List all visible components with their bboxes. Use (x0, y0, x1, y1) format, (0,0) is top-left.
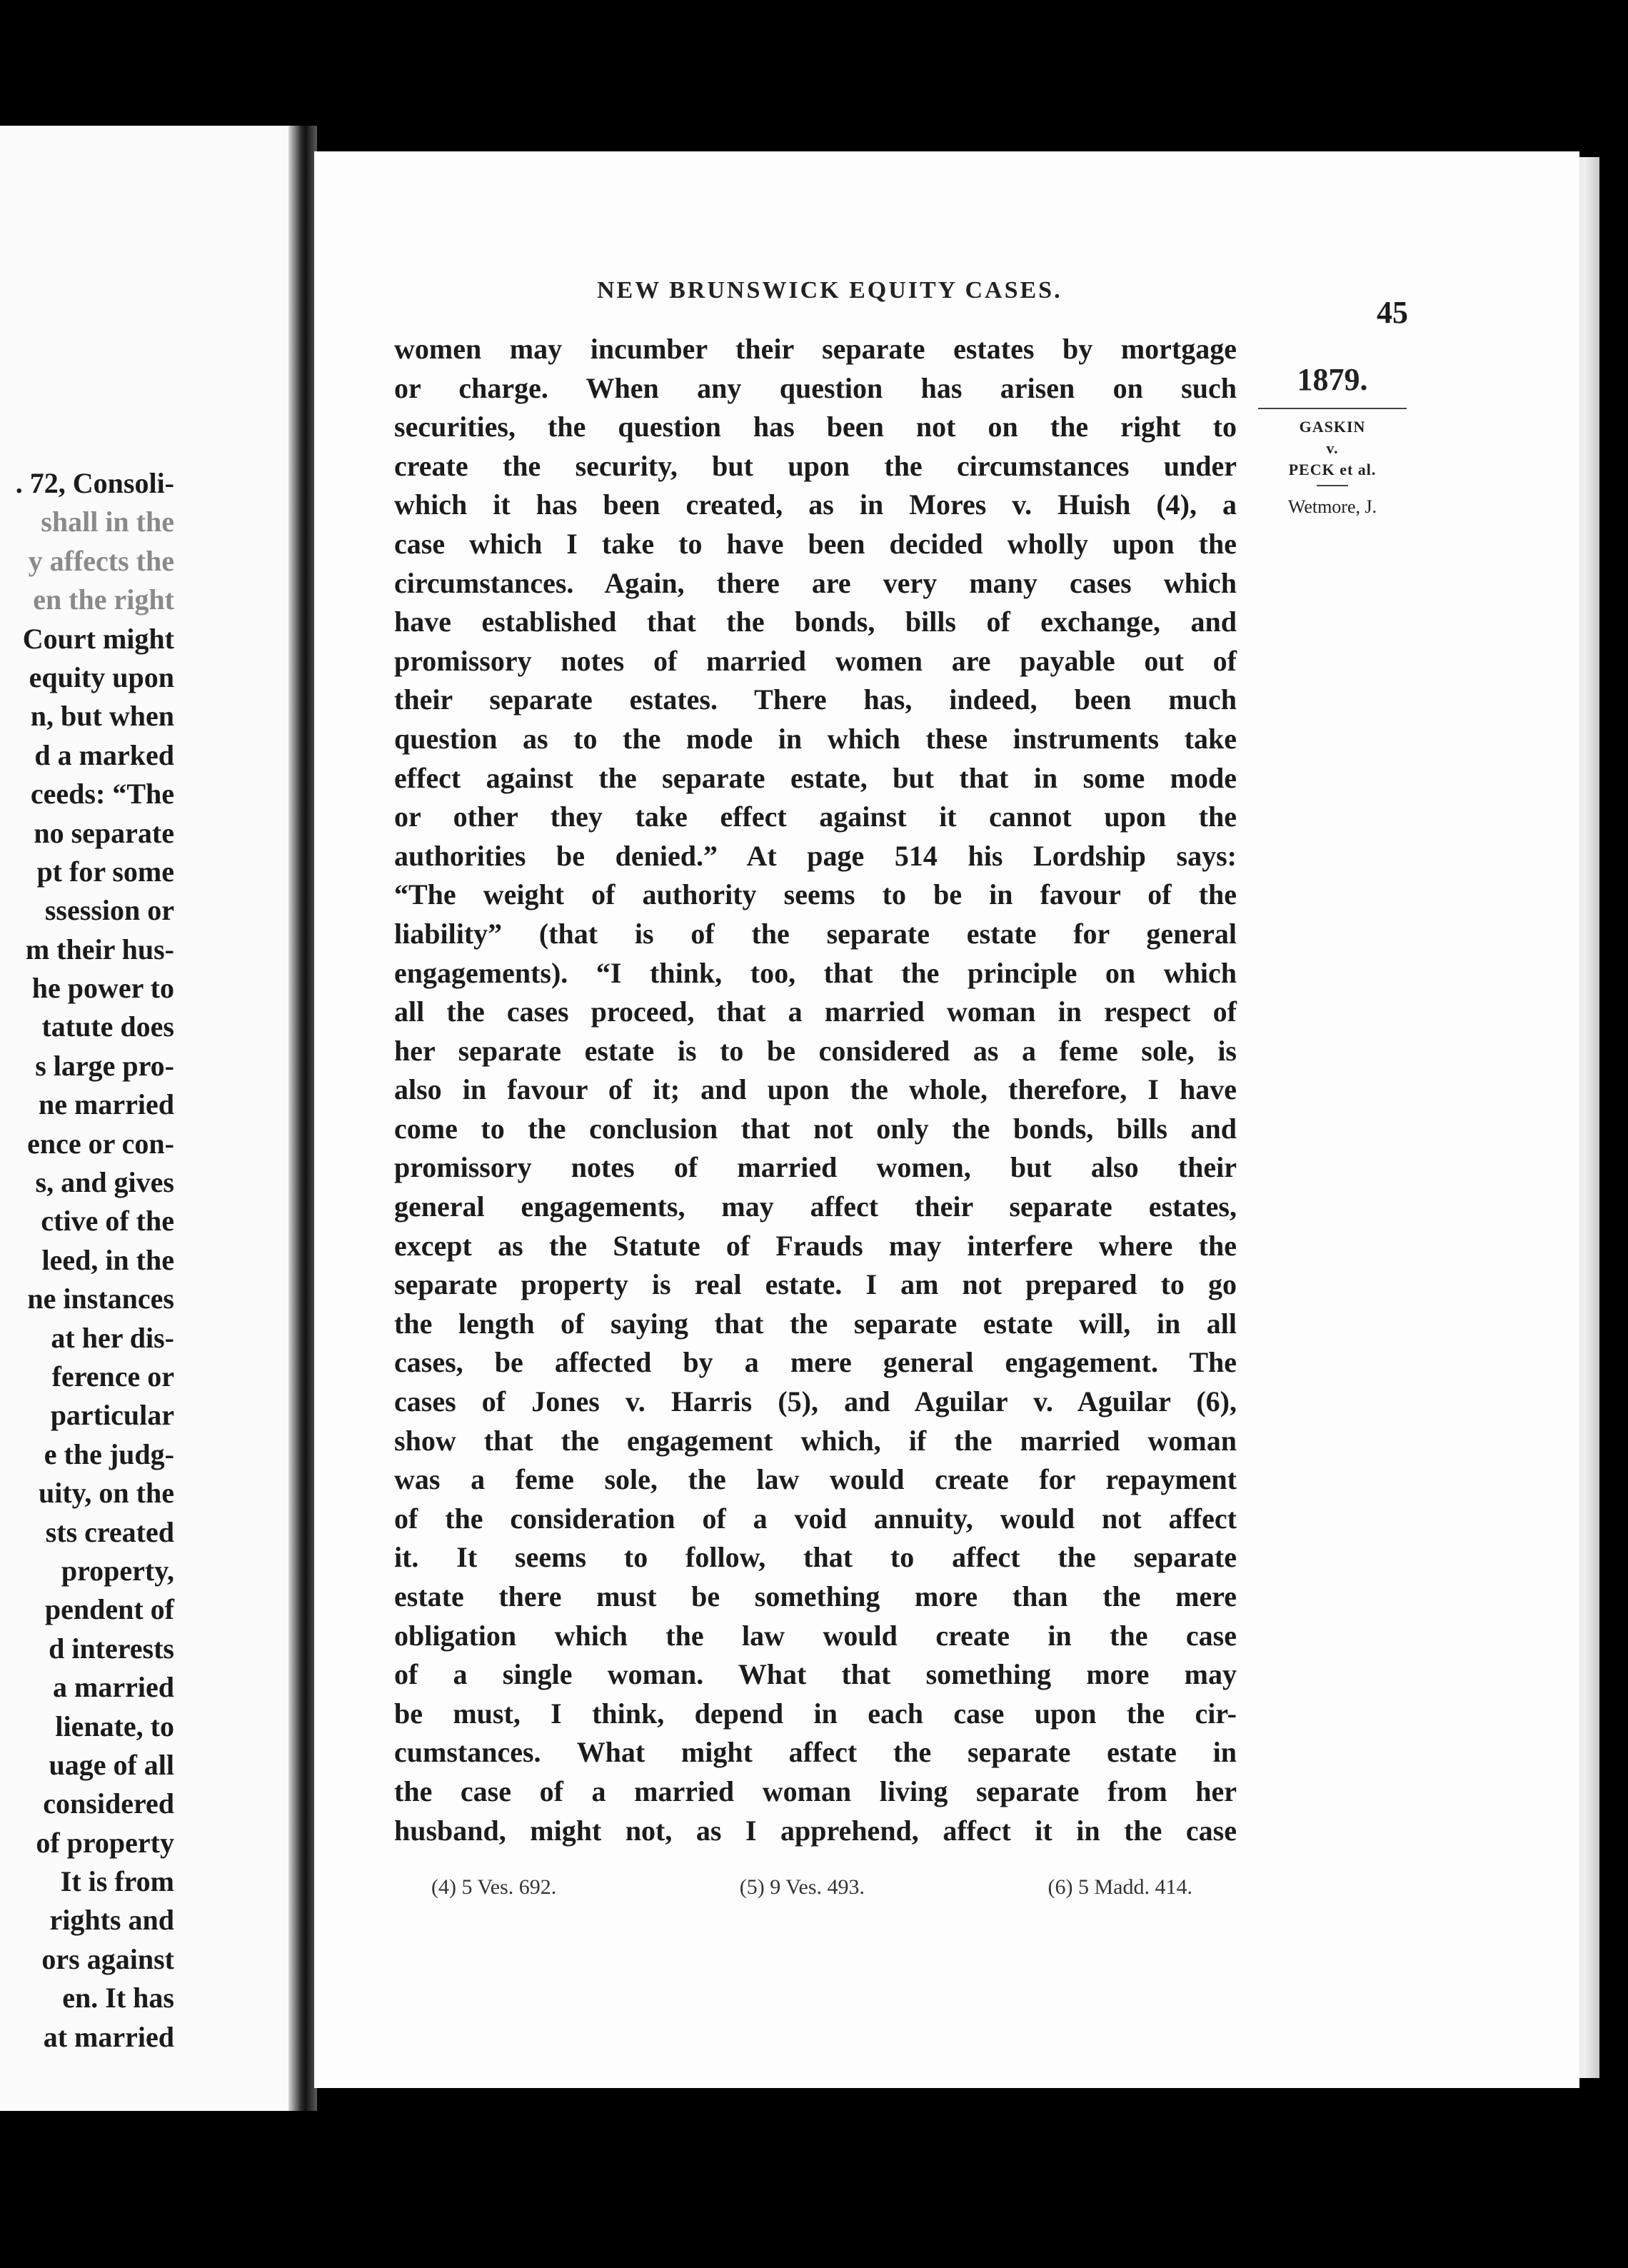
facing-line: ence or con- (27, 1127, 174, 1160)
facing-line: ne instances (27, 1283, 174, 1315)
footnote-4: (4) 5 Ves. 692. (431, 1875, 557, 1899)
footnote-6: (6) 5 Madd. 414. (1047, 1875, 1192, 1899)
text-line: or charge. When any question has arisen on such (394, 371, 1237, 404)
text-line: their separate estates. There has, indeed, been much (394, 683, 1237, 716)
facing-line: rights and (49, 1904, 174, 1937)
text-line: of the consideration of a void annuity, would not affect (394, 1502, 1237, 1535)
facing-line: sts created (45, 1515, 174, 1548)
facing-line: at her dis- (51, 1321, 174, 1354)
facing-line: equity upon (29, 661, 174, 693)
facing-line: en the right (33, 583, 174, 616)
text-line: her separate estate is to be considered as a feme sole, is (394, 1034, 1237, 1067)
text-line: was a feme sole, the law would create for repayment (394, 1463, 1237, 1496)
book-gutter (288, 126, 317, 2111)
facing-line: ctive of the (41, 1205, 174, 1238)
text-line: securities, the question has been not on the right to (394, 411, 1237, 443)
text-line: authorities be denied.” At page 514 his Lordship says: (394, 839, 1237, 872)
facing-line: n, but when (30, 700, 174, 733)
margin-case-party-1: GASKIN (1299, 418, 1366, 436)
text-line: it. It seems to follow, that to affect the separate (394, 1541, 1237, 1574)
running-head: NEW BRUNSWICK EQUITY CASES. (597, 277, 1062, 303)
text-line: women may incumber their separate estates by mortgage (394, 333, 1237, 365)
facing-line: uity, on the (38, 1477, 174, 1510)
facing-line: particular (50, 1399, 174, 1432)
facing-line: s, and gives (35, 1166, 174, 1199)
facing-line: property, (61, 1554, 174, 1587)
text-line: husband, might not, as I apprehend, affect it in the case (394, 1814, 1237, 1847)
text-line: general engagements, may affect their separate estates, (394, 1190, 1237, 1223)
facing-line: d a marked (34, 738, 174, 771)
facing-line: ference or (51, 1360, 174, 1393)
text-line: promissory notes of married women are payable out of (394, 644, 1237, 677)
margin-case-versus: v. (1326, 439, 1339, 457)
facing-line: lienate, to (55, 1710, 174, 1742)
marginal-note (1258, 361, 1407, 518)
margin-year: 1879. (1297, 362, 1368, 397)
facing-page-text (16, 464, 174, 2057)
text-line: create the security, but upon the circumstances under (394, 449, 1237, 482)
text-line: effect against the separate estate, but that in some mode (394, 761, 1237, 794)
text-line: separate property is real estate. I am not prepared to go (394, 1268, 1237, 1301)
text-line: or other they take effect against it cannot upon the (394, 801, 1237, 833)
text-line: promissory notes of married women, but also their (394, 1151, 1237, 1184)
facing-line: pendent of (44, 1593, 174, 1626)
text-line: cases of Jones v. Harris (5), and Aguilar v. Aguilar (6), (394, 1385, 1237, 1418)
text-line: all the cases proceed, that a married woman in respect of (394, 995, 1237, 1028)
facing-line: pt for some (36, 855, 174, 888)
page-number: 45 (1377, 295, 1408, 330)
text-line: “The weight of authority seems to be in favour of the (394, 878, 1237, 911)
text-line: show that the engagement which, if the married woman (394, 1424, 1237, 1457)
text-line: be must, I think, depend in each case upon the cir- (394, 1697, 1237, 1730)
facing-line: ceeds: “The (30, 778, 174, 811)
facing-line: uage of all (49, 1748, 174, 1781)
text-line: estate there must be something more than the mere (394, 1580, 1237, 1612)
facing-line: he power to (31, 972, 174, 1005)
facing-line: a married (53, 1671, 174, 1704)
text-line: of a single woman. What that something more may (394, 1658, 1237, 1691)
text-line: also in favour of it; and upon the whole, therefore, I have (394, 1073, 1237, 1106)
facing-line: . 72, Consoli- (15, 467, 174, 499)
facing-line: y affects the (28, 544, 174, 577)
facing-line: Court might (22, 622, 174, 655)
text-line: cases, be affected by a mere general engagement. The (394, 1346, 1237, 1379)
text-line: the length of saying that the separate estate will, in all (394, 1307, 1237, 1340)
facing-line: It is from (60, 1865, 174, 1898)
text-line: liability” (that is of the separate estate for general (394, 917, 1237, 950)
facing-line: en. It has (62, 1982, 174, 2014)
text-line: have established that the bonds, bills of exchange, and (394, 606, 1237, 638)
facing-line: ssession or (44, 894, 174, 927)
facing-line: tatute does (41, 1010, 174, 1043)
facing-line: s large pro- (35, 1049, 174, 1082)
text-line: case which I take to have been decided wholly upon the (394, 527, 1237, 560)
facing-line: m their hus- (25, 933, 174, 965)
margin-case-party-2: PECK et al. (1288, 461, 1377, 478)
facing-line: of property (36, 1826, 174, 1859)
facing-line: no separate (34, 816, 174, 849)
facing-line: at married (43, 2020, 174, 2053)
text-line: engagements). “I think, too, that the principle on which (394, 956, 1237, 989)
facing-line: e the judg- (44, 1437, 174, 1470)
footnote-5: (5) 9 Ves. 493. (739, 1875, 865, 1899)
facing-line: d interests (49, 1632, 174, 1665)
facing-line: ors against (41, 1942, 174, 1975)
text-line: obligation which the law would create in the case (394, 1619, 1237, 1652)
text-line: the case of a married woman living separate from her (394, 1775, 1237, 1807)
body-text (394, 330, 1237, 1850)
facing-line: shall in the (41, 506, 174, 538)
footnotes (431, 1875, 1192, 1900)
text-line: circumstances. Again, there are very many cases which (394, 566, 1237, 599)
margin-judge: Wetmore, J. (1287, 496, 1377, 517)
text-line: question as to the mode in which these instruments take (394, 722, 1237, 755)
text-line: which it has been created, as in Mores v. Huish (4), a (394, 488, 1237, 521)
facing-line: considered (43, 1787, 174, 1820)
facing-line: ne married (39, 1088, 174, 1121)
margin-short-divider (1317, 485, 1348, 486)
text-line: except as the Statute of Frauds may interfere where the (394, 1229, 1237, 1262)
facing-line: leed, in the (41, 1243, 174, 1276)
text-line: cumstances. What might affect the separate estate in (394, 1736, 1237, 1769)
text-line: come to the conclusion that not only the bonds, bills and (394, 1112, 1237, 1145)
facing-page (0, 126, 307, 2111)
margin-divider (1258, 408, 1407, 409)
